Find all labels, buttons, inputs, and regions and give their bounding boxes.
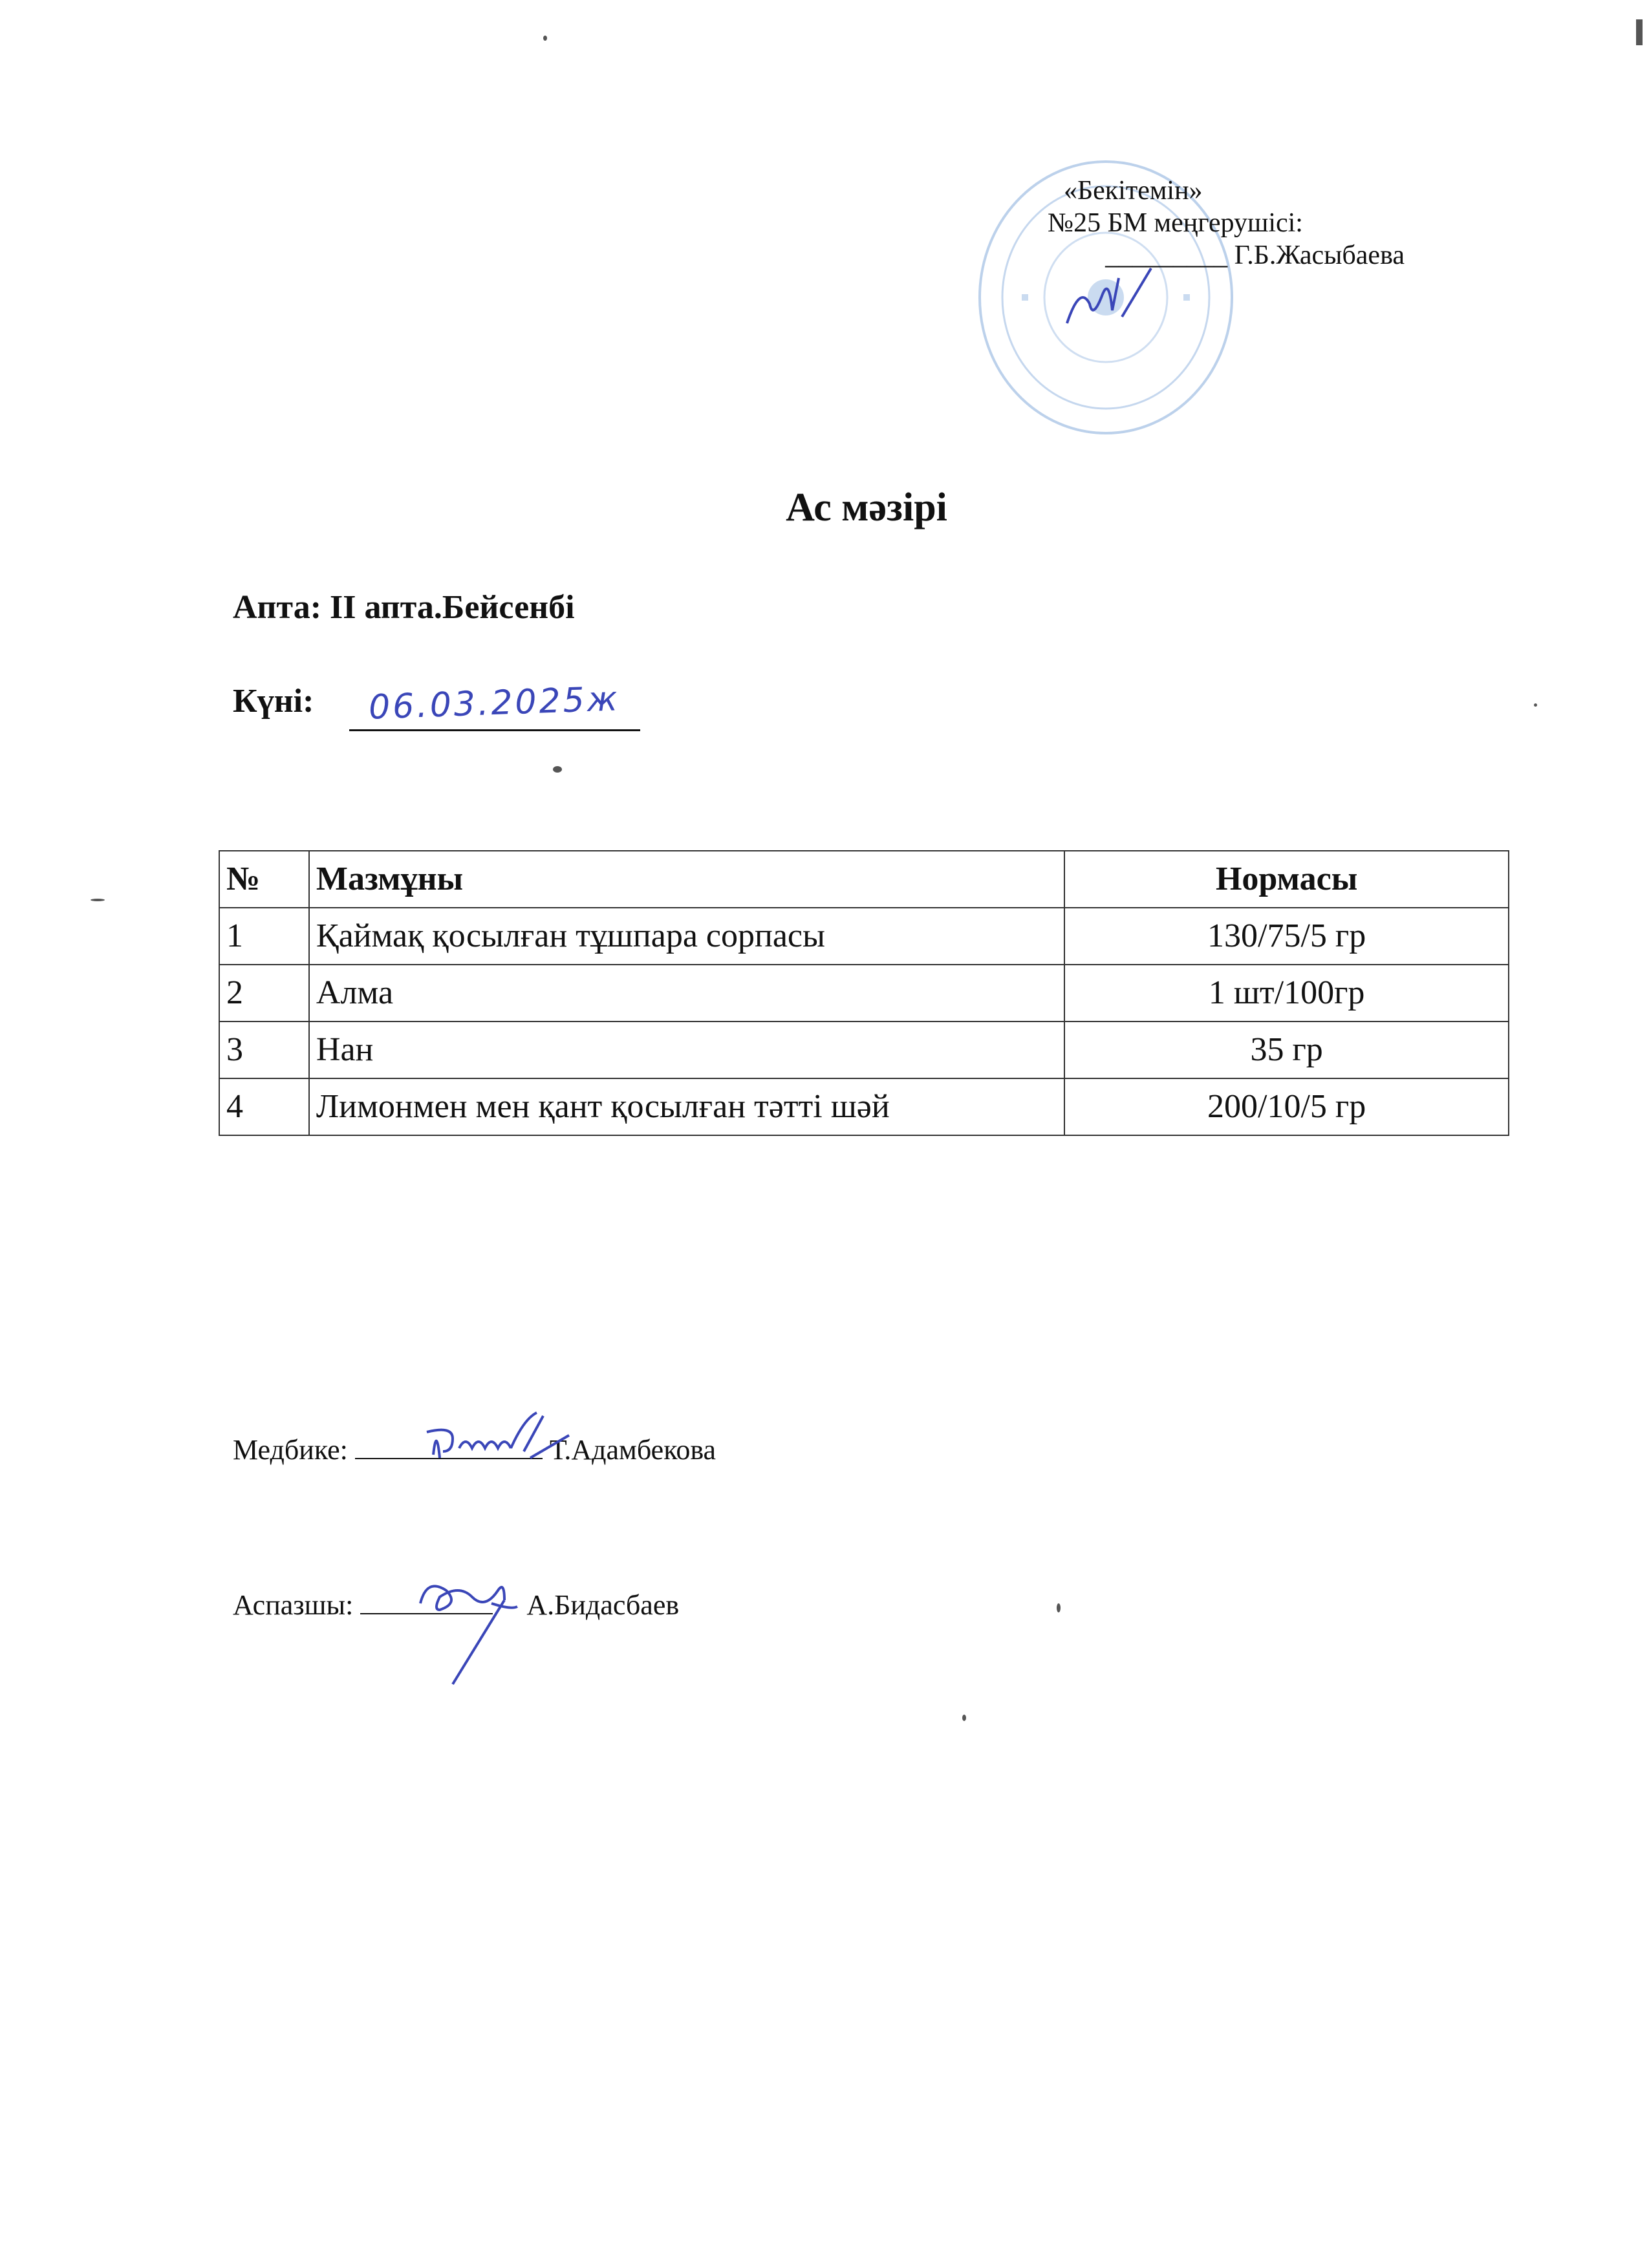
scan-speck: [553, 766, 562, 773]
page-title: Ас мәзірі: [786, 486, 947, 530]
row-number: 3: [219, 1022, 309, 1078]
header-norm: Нормасы: [1064, 851, 1509, 908]
approval-block: [1048, 175, 1410, 272]
table-row: [219, 908, 1509, 965]
row-norm: 200/10/5 гр: [1064, 1078, 1509, 1135]
date-handwritten: 06.03.2025ж: [368, 679, 621, 727]
table-row: [219, 965, 1509, 1022]
table-header-row: [219, 851, 1509, 908]
scan-speck: [543, 36, 547, 41]
row-content: Қаймақ қосылған тұшпара сорпасы: [309, 908, 1064, 965]
cook-name: А.Бидасбаев: [526, 1589, 680, 1621]
cook-label: Аспазшы:: [233, 1589, 354, 1621]
scan-speck: [1057, 1603, 1061, 1612]
header-number: №: [219, 851, 309, 908]
approval-position: №25 БМ меңгерушісі:: [1048, 208, 1303, 238]
menu-table: [219, 850, 1509, 1136]
table-row: [219, 1022, 1509, 1078]
row-content: Лимонмен мен қант қосылған тәтті шәй: [309, 1078, 1064, 1135]
header-content: Мазмұны: [309, 851, 1064, 908]
row-number: 2: [219, 965, 309, 1022]
row-content: Нан: [309, 1022, 1064, 1078]
nurse-signature: [414, 1406, 582, 1497]
approval-heading: «Бекітемін»: [1064, 176, 1203, 206]
week-label: Апта: ІІ апта.Бейсенбі: [233, 589, 575, 626]
nurse-label: Медбике:: [233, 1434, 348, 1466]
row-norm: 130/75/5 гр: [1064, 908, 1509, 965]
date-label: Күні:: [233, 683, 314, 720]
director-signature: [1054, 265, 1170, 336]
date-underline: [349, 729, 640, 731]
row-norm: 35 гр: [1064, 1022, 1509, 1078]
table-row: [219, 1078, 1509, 1135]
scan-speck: [962, 1715, 966, 1721]
cook-signature: [414, 1565, 543, 1694]
scan-speck: [1534, 703, 1537, 707]
row-content: Алма: [309, 965, 1064, 1022]
row-number: 1: [219, 908, 309, 965]
approval-name: _________ Г.Б.Жасыбаева: [1105, 241, 1405, 270]
row-number: 4: [219, 1078, 309, 1135]
nurse-name: Т.Адамбекова: [549, 1434, 717, 1466]
row-norm: 1 шт/100гр: [1064, 965, 1509, 1022]
scan-edge: [1636, 19, 1643, 45]
scan-speck: [91, 899, 105, 901]
